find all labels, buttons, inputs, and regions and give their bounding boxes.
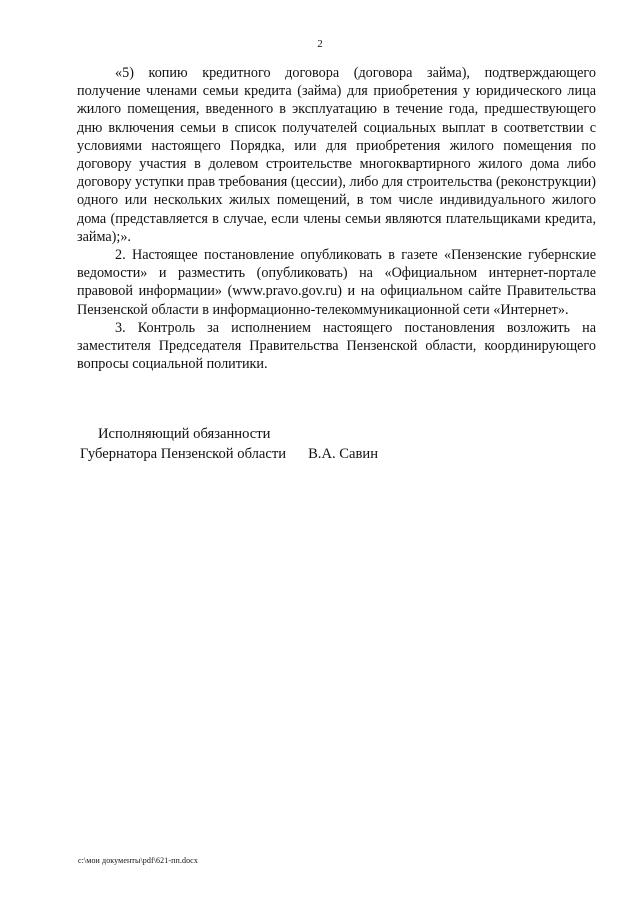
signature-title-line2-row (80, 444, 440, 464)
signature-block (80, 424, 440, 464)
document-body (77, 64, 596, 373)
signature-title-line2: Губернатора Пензенской области (80, 446, 287, 462)
page-number: 2 (317, 38, 323, 50)
footer-file-path: c:\мои документы\pdf\621-пп.docx (78, 856, 198, 865)
paragraph-item-5: «5) копию кредитного договора (договора займа), подтверждающего получение членами семьи кредита (займа) для приобретения у юридического лица жилого помещения, введенного в эксплуатацию в течение года, предшествующего дню включения семьи в список получателей социальных выплат в соответствии с условиями настоящего Порядка, или для приобретения жилого помещения по договору участия в долевом строительстве многоквартирного жилого дома либо договору уступки прав требования (цессии), либо для строительства (реконструкции) одного или нескольких жилых помещений, в том числе индивидуального жилого дома (представляется в случае, если члены семьи являются плательщиками кредита, займа);». (77, 65, 596, 245)
paragraph-publication: 2. Настоящее постановление опубликовать в газете «Пензенские губернские ведомости» и разместить (опубликовать) на «Официальном интернет-портале правовой информации» (www.pravo.gov.ru) и на официальном сайте Правительства Пензенской области в информационно-телекоммуникационной сети «Интернет». (77, 247, 596, 318)
signatory-name: В.А. Савин (308, 446, 379, 462)
paragraph-control: 3. Контроль за исполнением настоящего постановления возложить на заместителя Председателя Правительства Пензенской области, координирующего вопросы социальной политики. (77, 319, 596, 373)
signature-title-line1: Исполняющий обязанности (98, 426, 271, 442)
